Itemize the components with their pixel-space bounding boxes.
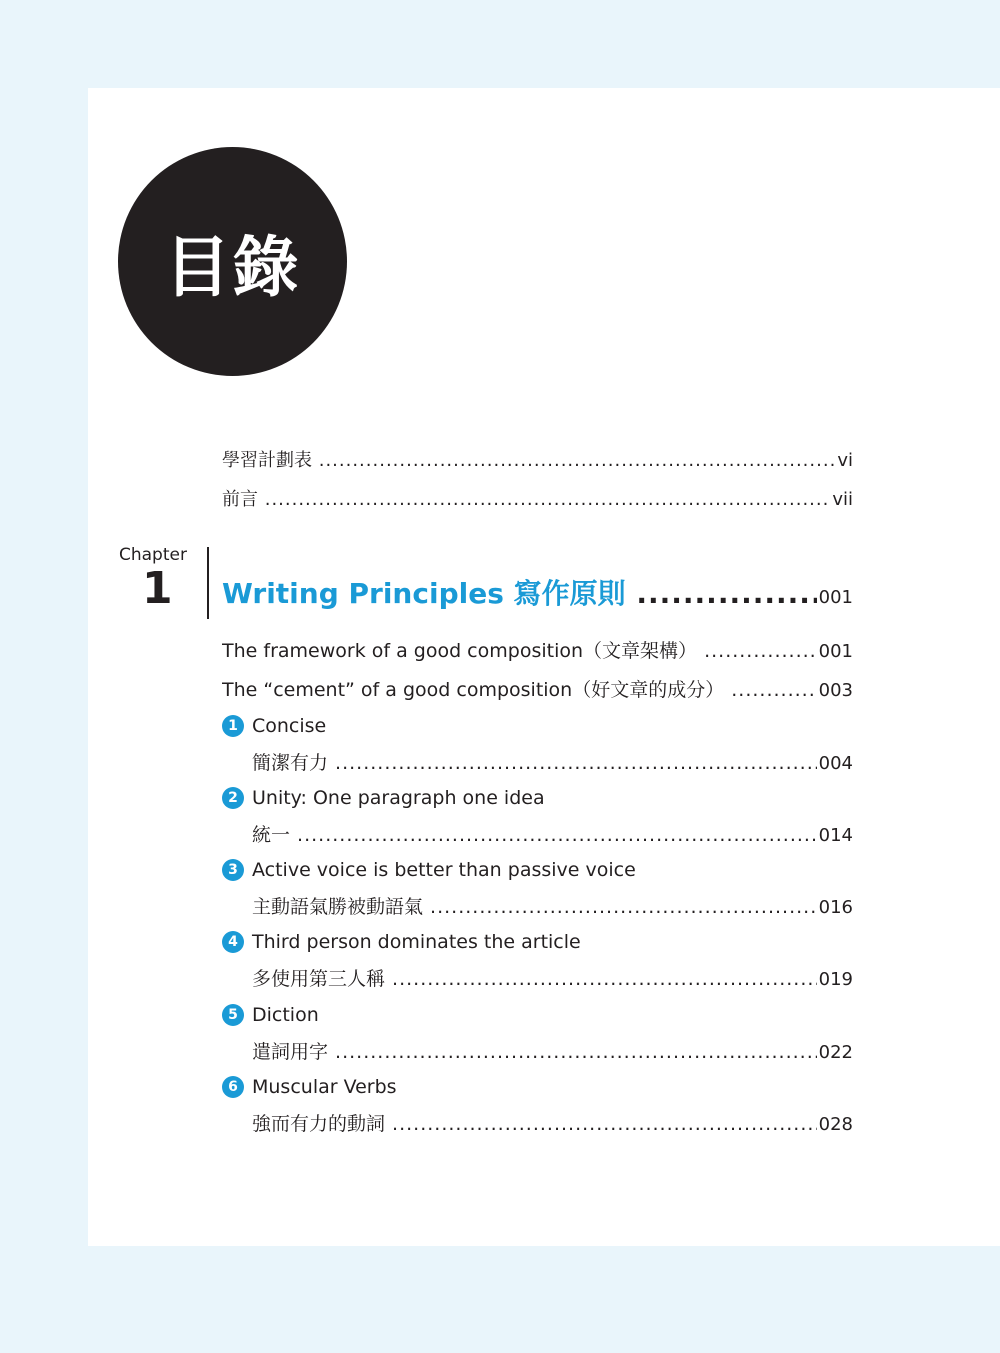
number-2-icon: 2 xyxy=(222,787,244,809)
toc-entry-page: vii xyxy=(832,489,853,510)
toc-item-english: Active voice is better than passive voice xyxy=(252,859,636,881)
toc-item-english: Muscular Verbs xyxy=(252,1076,397,1098)
toc-entry-page: 003 xyxy=(818,680,853,701)
toc-item-4[interactable] xyxy=(252,964,853,991)
toc-item-english: Third person dominates the article xyxy=(252,931,581,953)
chapter-number: 1 xyxy=(142,563,173,614)
toc-item-1[interactable] xyxy=(252,748,853,775)
toc-item-1-heading[interactable] xyxy=(222,715,326,737)
toc-item-5[interactable] xyxy=(252,1037,853,1064)
chapter-page: 001 xyxy=(818,587,853,608)
toc-item-chinese: 主動語氣勝被動語氣 ..... xyxy=(252,892,817,919)
number-1-icon: 1 xyxy=(222,715,244,737)
toc-item-english: Diction xyxy=(252,1004,319,1026)
toc-entry-label: 學習計劃表 ..... xyxy=(222,446,835,472)
chapter-label: Chapter xyxy=(119,545,187,565)
toc-item-chinese: 遣詞用字 ..... xyxy=(252,1037,817,1064)
toc-title: 目錄 xyxy=(164,229,301,306)
toc-item-2-heading[interactable] xyxy=(222,787,545,809)
toc-item-chinese: 多使用第三人稱 ..... xyxy=(252,964,817,991)
toc-item-2[interactable] xyxy=(252,820,853,847)
toc-item-chinese: 強而有力的動詞 ..... xyxy=(252,1109,817,1136)
toc-item-4-heading[interactable] xyxy=(222,931,581,953)
toc-entry-label: 前言 ..... xyxy=(222,485,830,511)
toc-item-page: 004 xyxy=(818,753,853,774)
toc-item-3[interactable] xyxy=(252,892,853,919)
toc-item-english: Unity: One paragraph one idea xyxy=(252,787,545,809)
toc-item-5-heading[interactable] xyxy=(222,1004,319,1026)
toc-item-page: 022 xyxy=(818,1042,853,1063)
toc-item-english: Concise xyxy=(252,715,327,737)
number-5-icon: 5 xyxy=(222,1004,244,1026)
toc-item-page: 028 xyxy=(818,1114,853,1135)
toc-title-badge xyxy=(118,147,347,376)
toc-item-6[interactable] xyxy=(252,1109,853,1136)
toc-entry-front-1[interactable] xyxy=(222,446,853,472)
toc-item-page: 019 xyxy=(818,969,853,990)
number-4-icon: 4 xyxy=(222,931,244,953)
number-3-icon: 3 xyxy=(222,859,244,881)
toc-item-6-heading[interactable] xyxy=(222,1076,397,1098)
toc-entry-page: vi xyxy=(837,450,853,471)
toc-entry-1[interactable] xyxy=(222,636,853,663)
chapter-title-entry[interactable] xyxy=(222,572,853,612)
toc-entry-front-2[interactable] xyxy=(222,485,853,511)
toc-item-chinese: 簡潔有力 ..... xyxy=(252,748,817,775)
toc-item-page: 014 xyxy=(818,825,853,846)
toc-entry-page: 001 xyxy=(818,641,853,662)
toc-item-page: 016 xyxy=(818,897,853,918)
chapter-title: Writing Principles 寫作原則 ..... xyxy=(222,572,817,612)
toc-entry-label: The framework of a good composition（文章架構） ..... xyxy=(222,636,817,663)
number-6-icon: 6 xyxy=(222,1076,244,1098)
toc-entry-2[interactable] xyxy=(222,675,853,702)
toc-item-chinese: 統一 ..... xyxy=(252,820,817,847)
toc-entry-label: The “cement” of a good composition（好文章的成分） ..... xyxy=(222,675,817,702)
toc-item-3-heading[interactable] xyxy=(222,859,636,881)
chapter-divider xyxy=(207,547,209,619)
